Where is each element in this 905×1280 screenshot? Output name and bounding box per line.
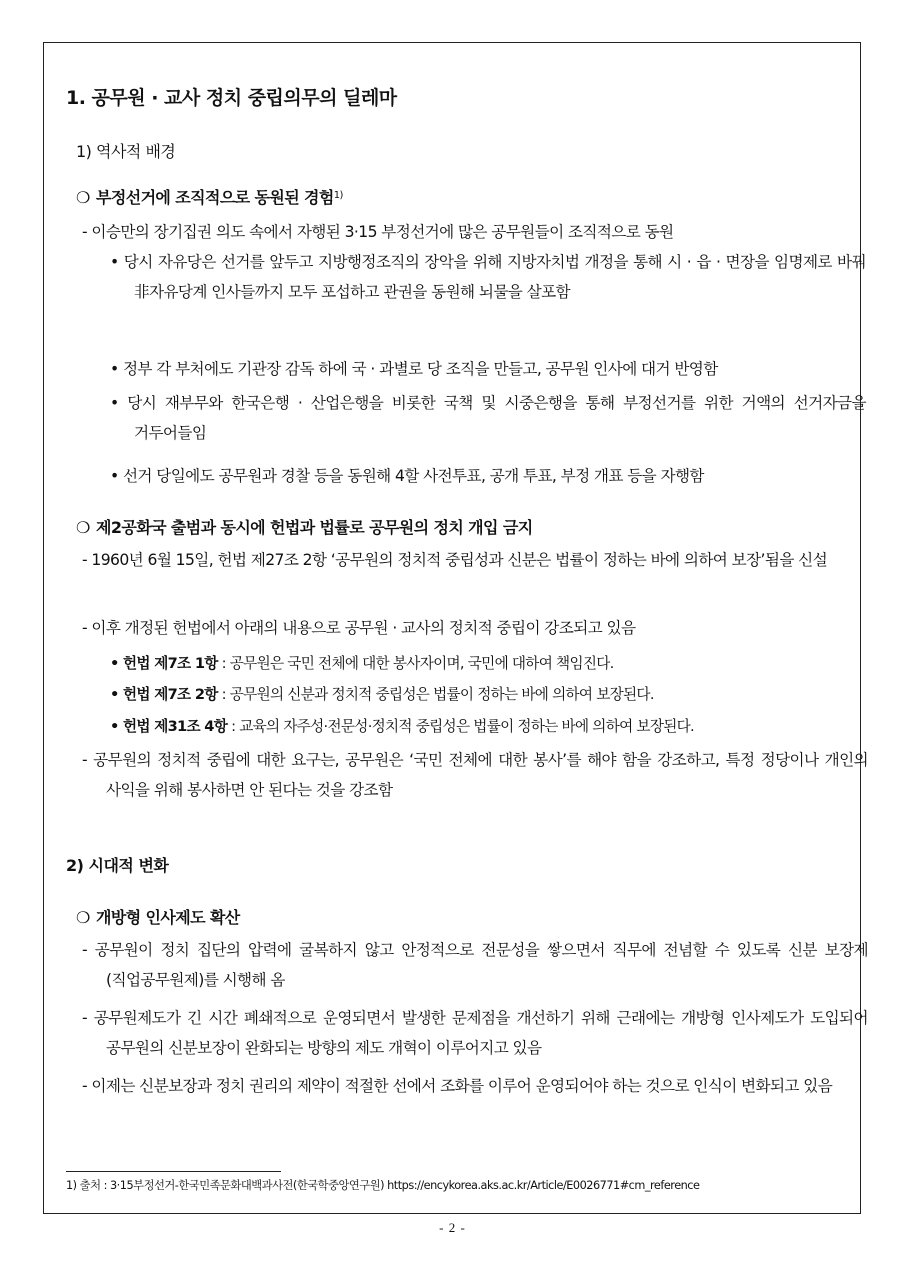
law-item xyxy=(110,713,850,740)
law-article: 헌법 제31조 4항 xyxy=(123,718,228,735)
page-frame xyxy=(43,42,868,1214)
bullet-item: • 당시 자유당은 선거를 앞두고 지방행정조직의 장악을 위해 지방자치법 개정을 통해 시 · 읍 · 면장을 임명제로 바꿔 非자유당계 인사들까지 모두 포섭하고 관권을 동원해 뇌물을 살포함 xyxy=(110,247,866,308)
sub-heading-constitution xyxy=(76,515,533,538)
page-number: - 2 - xyxy=(439,1220,466,1235)
bullet-item: • 당시 재부무와 한국은행 · 산업은행을 비롯한 국책 및 시중은행을 통해 부정선거를 위한 거액의 선거자금을 거두어들임 xyxy=(110,388,866,449)
law-item xyxy=(110,681,850,708)
dash-item: - 이후 개정된 헌법에서 아래의 내용으로 공무원 · 교사의 정치적 중립이 강조되고 있음 xyxy=(82,613,868,643)
bullet-item: • 선거 당일에도 공무원과 경찰 등을 동원해 4할 사전투표, 공개 투표, 부정 개표 등을 자행함 xyxy=(110,461,866,491)
footnote: 1) 출처 : 3·15부정선거-한국민족문화대백과사전(한국학중앙연구원) https://encykorea.aks.ac.kr/Article/E0026771#cm_reference xyxy=(66,1179,700,1192)
circle-bullet-icon: ❍ xyxy=(76,908,90,927)
bullet-item: • 정부 각 부처에도 기관장 감독 하에 국 · 과별로 당 조직을 만들고, 공무원 인사에 대거 반영함 xyxy=(110,354,866,384)
section-1-heading: 1) 역사적 배경 xyxy=(76,142,176,161)
sub-heading-text: 부정선거에 조직적으로 동원된 경험 xyxy=(96,188,334,207)
law-article: 헌법 제7조 2항 xyxy=(123,686,218,703)
law-item xyxy=(110,650,850,677)
sub-heading-text: 개방형 인사제도 확산 xyxy=(96,908,240,927)
circle-bullet-icon: ❍ xyxy=(76,188,90,207)
sub-heading-text: 제2공화국 출범과 동시에 헌법과 법률로 공무원의 정치 개입 금지 xyxy=(96,518,533,537)
footnote-ref: 1) xyxy=(333,190,343,201)
law-text: : 공무원의 신분과 정치적 중립성은 법률이 정하는 바에 의하여 보장된다. xyxy=(217,686,654,703)
dash-item: - 1960년 6월 15일, 헌법 제27조 2항 ‘공무원의 정치적 중립성과 신분은 법률이 정하는 바에 의하여 보장’됨을 신설 xyxy=(82,545,868,575)
law-text: : 공무원은 국민 전체에 대한 봉사자이며, 국민에 대하여 책임진다. xyxy=(217,655,614,672)
section-2-heading: 2) 시대적 변화 xyxy=(66,856,169,875)
document-title: 1. 공무원 · 교사 정치 중립의무의 딜레마 xyxy=(66,87,397,109)
law-article: 헌법 제7조 1항 xyxy=(123,655,218,672)
dash-item: - 공무원제도가 긴 시간 폐쇄적으로 운영되면서 발생한 문제점을 개선하기 위해 근래에는 개방형 인사제도가 도입되어 공무원의 신분보장이 완화되는 방향의 제도 개혁이 이루어지고 있음 xyxy=(82,1003,868,1064)
dash-item: - 공무원이 정치 집단의 압력에 굴복하지 않고 안정적으로 전문성을 쌓으면서 직무에 전념할 수 있도록 신분 보장제(직업공무원제)를 시행해 옴 xyxy=(82,935,868,996)
dash-item: - 이승만의 장기집권 의도 속에서 자행된 3·15 부정선거에 많은 공무원들이 조직적으로 동원 xyxy=(82,217,868,247)
dash-item: - 공무원의 정치적 중립에 대한 요구는, 공무원은 ‘국민 전체에 대한 봉사’를 해야 함을 강조하고, 특정 정당이나 개인의 사익을 위해 봉사하면 안 된다는 것을 강조함 xyxy=(82,745,868,806)
circle-bullet-icon: ❍ xyxy=(76,518,90,537)
sub-heading-open-personnel xyxy=(76,905,240,928)
dash-item: - 이제는 신분보장과 정치 권리의 제약이 적절한 선에서 조화를 이루어 운영되어야 하는 것으로 인식이 변화되고 있음 xyxy=(82,1071,868,1101)
sub-heading-election-mobilization xyxy=(76,185,343,208)
footnote-divider xyxy=(66,1171,281,1172)
law-text: : 교육의 자주성·전문성·정치적 중립성은 법률이 정하는 바에 의하여 보장된다. xyxy=(227,718,694,735)
